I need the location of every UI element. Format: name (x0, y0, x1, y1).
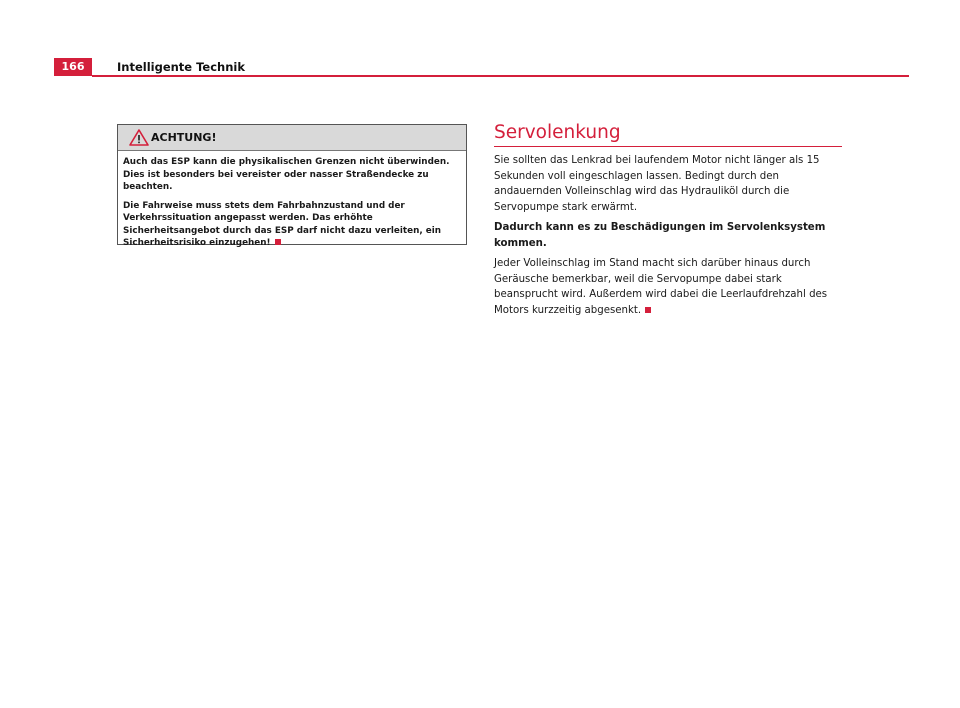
warning-body (118, 151, 466, 250)
warning-title: ACHTUNG! (151, 131, 217, 144)
chapter-title: Intelligente Technik (117, 60, 246, 74)
body-paragraph (494, 153, 844, 215)
body-paragraph-text: Sie sollten das Lenkrad bei laufendem Motor nicht länger als 15 Sekunden voll eingeschlagen lassen. Bedingt durch den andauernden Volleinschlag wird das Hydrauliköl durch die Servopumpe stark erwärmt. (494, 155, 820, 213)
emphasized-paragraph (494, 220, 844, 251)
body-paragraph (494, 256, 844, 318)
body-paragraph-text: Jeder Volleinschlag im Stand macht sich darüber hinaus durch Geräusche bemerkbar, weil die Servopumpe dabei stark beansprucht wird. Außerdem wird dabei die Leerlaufdrehzahl des Motors kurzzeitig abgesenkt. (494, 258, 828, 316)
warning-paragraph (123, 200, 461, 250)
end-marker-icon (275, 239, 281, 245)
header-rule (92, 75, 909, 77)
page-number: 166 (54, 58, 92, 76)
warning-paragraph-text: Auch das ESP kann die physikalischen Grenzen nicht überwinden. Dies ist besonders bei vereister oder nasser Straßendecke zu beachten. (123, 157, 450, 192)
warning-triangle-icon (129, 129, 149, 146)
end-marker-icon (645, 307, 651, 313)
warning-header (118, 125, 466, 151)
warning-paragraph-text: Die Fahrweise muss stets dem Fahrbahnzustand und der Verkehrssituation angepasst werden. Das erhöhte Sicherheitsangebot durch das ESP darf nicht dazu verleiten, ein Sicherheitsrisiko einzugehen! (123, 200, 441, 248)
section-title: Servolenkung (494, 122, 621, 143)
warning-paragraph (123, 156, 461, 194)
section-body (494, 153, 844, 323)
warning-box (117, 124, 467, 248)
section-rule (494, 146, 842, 147)
emphasized-paragraph-text: Dadurch kann es zu Beschädigungen im Servolenksystem kommen. (494, 222, 826, 249)
